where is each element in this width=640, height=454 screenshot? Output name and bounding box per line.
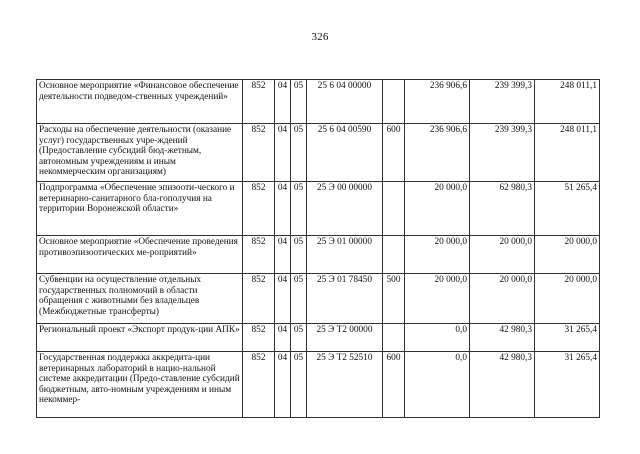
amount-year-2: 62 980,3 (470, 182, 535, 236)
target-article-code: 25 Э 00 00000 (307, 182, 383, 236)
row-name: Основное мероприятие «Финансовое обеспечение деятельности подведом-ственных учреждений» (37, 80, 243, 124)
grbs-code: 852 (243, 274, 275, 324)
amount-year-1: 236 906,6 (405, 80, 470, 124)
target-article-code: 25 Э 01 00000 (307, 236, 383, 274)
target-article-code: 25 Э 01 78450 (307, 274, 383, 324)
amount-year-1: 20 000,0 (405, 274, 470, 324)
grbs-code: 852 (243, 80, 275, 124)
expense-type-code (383, 324, 405, 352)
target-article-code: 25 Э Т2 00000 (307, 324, 383, 352)
amount-year-2: 20 000,0 (470, 274, 535, 324)
table-row (37, 236, 600, 274)
subsection-code: 05 (291, 80, 307, 124)
amount-year-3: 51 265,4 (535, 182, 600, 236)
grbs-code: 852 (243, 124, 275, 182)
subsection-code: 05 (291, 236, 307, 274)
amount-year-3: 248 011,1 (535, 124, 600, 182)
amount-year-3: 31 265,4 (535, 324, 600, 352)
expense-type-code: 600 (383, 124, 405, 182)
table-row (37, 124, 600, 182)
expense-type-code: 600 (383, 352, 405, 418)
section-code: 04 (275, 236, 291, 274)
amount-year-3: 20 000,0 (535, 274, 600, 324)
row-name: Субвенции на осуществление отдельных государственных полномочий в области обращения с животными без владельцев (Межбюджетные трансферты) (37, 274, 243, 324)
section-code: 04 (275, 352, 291, 418)
row-name: Расходы на обеспечение деятельности (оказание услуг) государственных учре-ждений (Предоставление субсидий бюд-жетным, автономным учреждениям и иным некоммерческим организациям) (37, 124, 243, 182)
section-code: 04 (275, 80, 291, 124)
amount-year-1: 20 000,0 (405, 182, 470, 236)
target-article-code: 25 6 04 00000 (307, 80, 383, 124)
amount-year-2: 239 399,3 (470, 80, 535, 124)
grbs-code: 852 (243, 352, 275, 418)
amount-year-3: 31 265,4 (535, 352, 600, 418)
grbs-code: 852 (243, 236, 275, 274)
row-name: Региональный проект «Экспорт продук-ции АПК» (37, 324, 243, 352)
amount-year-2: 42 980,3 (470, 324, 535, 352)
table-row (37, 80, 600, 124)
amount-year-3: 248 011,1 (535, 80, 600, 124)
amount-year-2: 42 980,3 (470, 352, 535, 418)
row-name: Государственная поддержка аккредита-ции ветеринарных лабораторий в нацио-нальной системе аккредитации (Предо-ставление субсидий бюджетным, авто-номным учреждениям и иным некоммер- (37, 352, 243, 418)
table-row (37, 352, 600, 418)
budget-table (36, 79, 600, 418)
expense-type-code: 500 (383, 274, 405, 324)
section-code: 04 (275, 274, 291, 324)
amount-year-1: 0,0 (405, 352, 470, 418)
expense-type-code (383, 80, 405, 124)
grbs-code: 852 (243, 182, 275, 236)
expense-type-code (383, 236, 405, 274)
table-row (37, 324, 600, 352)
grbs-code: 852 (243, 324, 275, 352)
subsection-code: 05 (291, 274, 307, 324)
amount-year-1: 236 906,6 (405, 124, 470, 182)
amount-year-2: 20 000,0 (470, 236, 535, 274)
subsection-code: 05 (291, 182, 307, 236)
target-article-code: 25 6 04 00590 (307, 124, 383, 182)
table-row (37, 274, 600, 324)
amount-year-1: 20 000,0 (405, 236, 470, 274)
subsection-code: 05 (291, 124, 307, 182)
amount-year-3: 20 000,0 (535, 236, 600, 274)
amount-year-2: 239 399,3 (470, 124, 535, 182)
row-name: Подпрограмма «Обеспечение эпизооти-ческого и ветеринарно-санитарного бла-гополучия на территории Воронежской области» (37, 182, 243, 236)
expense-type-code (383, 182, 405, 236)
page-number: 326 (311, 31, 329, 43)
section-code: 04 (275, 324, 291, 352)
target-article-code: 25 Э Т2 52510 (307, 352, 383, 418)
subsection-code: 05 (291, 352, 307, 418)
row-name: Основное мероприятие «Обеспечение проведения противоэпизоотических ме-роприятий» (37, 236, 243, 274)
section-code: 04 (275, 124, 291, 182)
table-row (37, 182, 600, 236)
section-code: 04 (275, 182, 291, 236)
subsection-code: 05 (291, 324, 307, 352)
amount-year-1: 0,0 (405, 324, 470, 352)
